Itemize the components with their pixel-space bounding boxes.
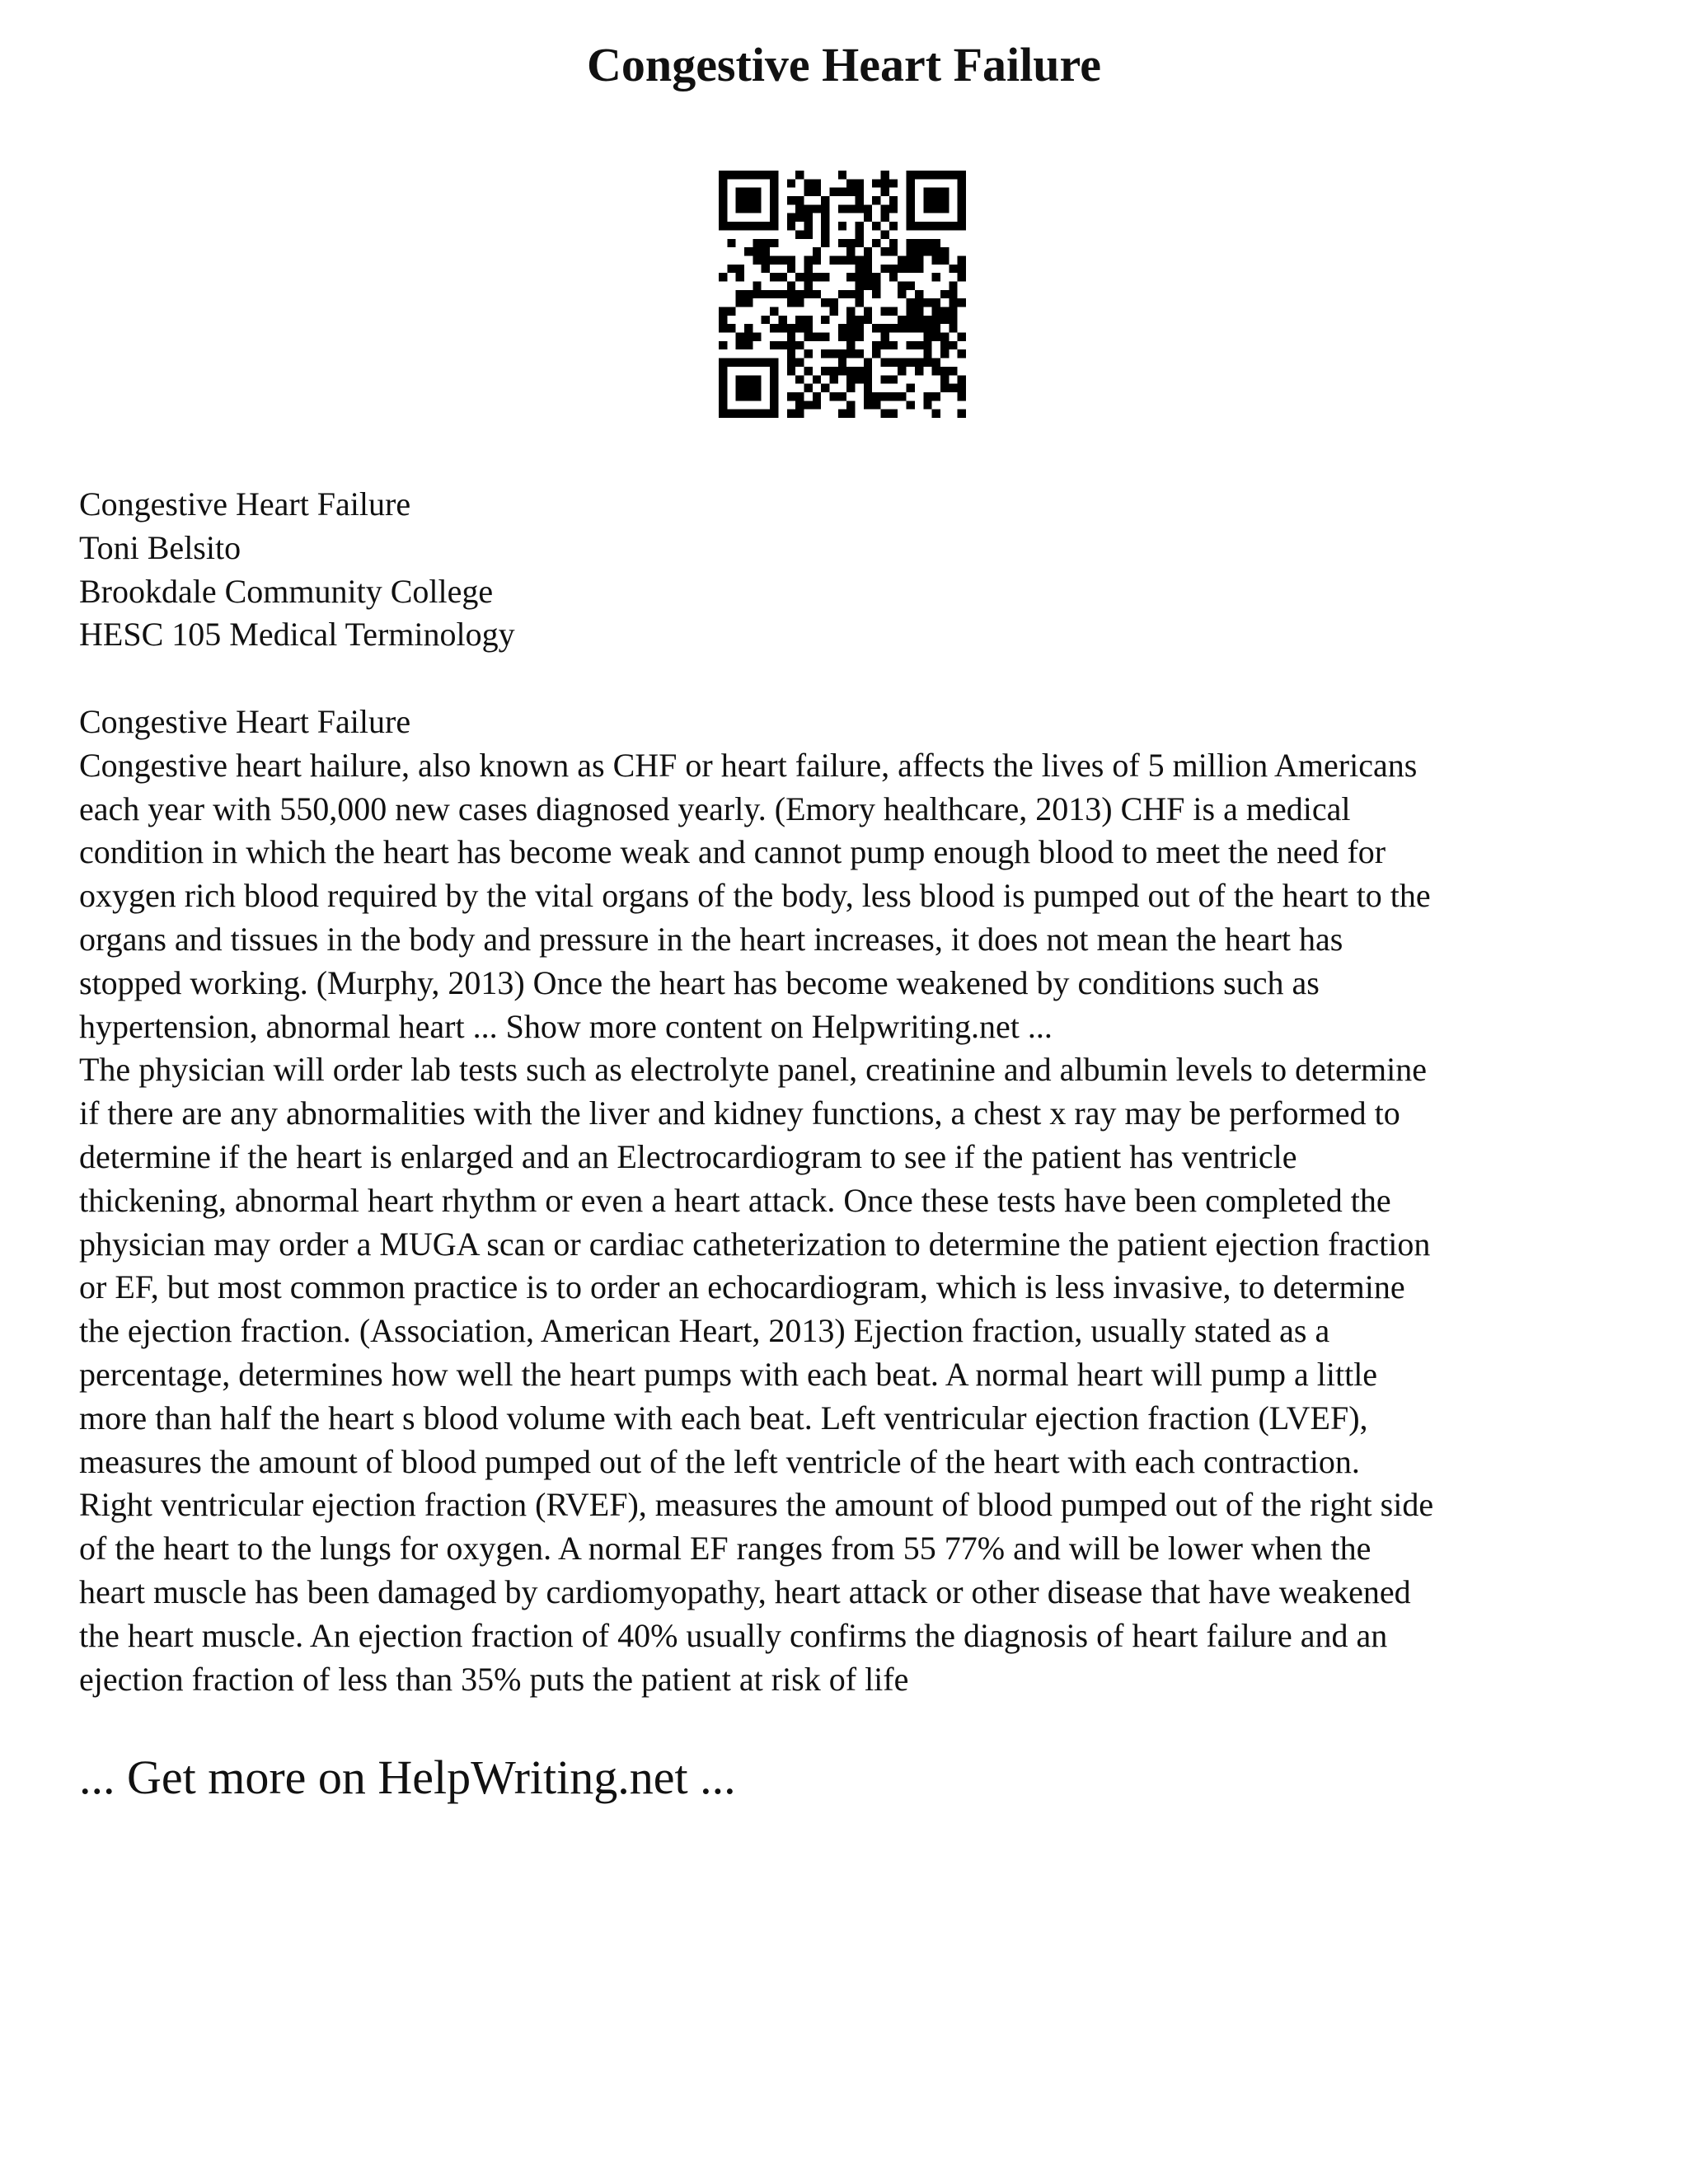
paragraph-2 — [79, 1048, 1629, 1701]
document-title: Congestive Heart Failure — [587, 38, 1101, 91]
paragraph-line: determine if the heart is enlarged and an Electrocardiogram to see if the patient has ventricle — [79, 1137, 1297, 1175]
paragraph-line: the ejection fraction. (Association, American Heart, 2013) Ejection fraction, usually stated as a — [79, 1312, 1330, 1350]
paragraph-line: or EF, but most common practice is to order an echocardiogram, which is less invasive, to determine — [79, 1268, 1405, 1306]
paragraph-line: measures the amount of blood pumped out of the left ventricle of the heart with each contraction. — [79, 1442, 1360, 1480]
paragraph-line: thickening, abnormal heart rhythm or even a heart attack. Once these tests have been completed the — [79, 1181, 1391, 1219]
paragraph-line: organs and tissues in the body and pressure in the heart increases, it does not mean the heart has — [79, 920, 1343, 958]
qr-code-icon — [719, 171, 966, 418]
paragraph-1 — [79, 744, 1629, 1049]
header-author: Toni Belsito — [79, 528, 241, 566]
header-paper-title: Congestive Heart Failure — [79, 485, 411, 523]
paragraph-line: Right ventricular ejection fraction (RVEF), measures the amount of blood pumped out of the right side — [79, 1486, 1434, 1524]
paragraph-line: ejection fraction of less than 35% puts the patient at risk of life — [79, 1660, 909, 1698]
paragraph-line: stopped working. (Murphy, 2013) Once the heart has become weakened by conditions such as — [79, 963, 1320, 1001]
paragraph-line: of the heart to the lungs for oxygen. A normal EF ranges from 55 77% and will be lower when the — [79, 1530, 1372, 1568]
paragraph-line: more than half the heart s blood volume with each beat. Left ventricular ejection fraction (LVEF), — [79, 1399, 1368, 1436]
paragraph-line: Congestive heart hailure, also known as CHF or heart failure, affects the lives of 5 million Americans — [79, 746, 1418, 784]
paragraph-line: percentage, determines how well the heart pumps with each beat. A normal heart will pump a little — [79, 1355, 1378, 1393]
get-more-link[interactable]: ... Get more on HelpWriting.net ... — [79, 1750, 736, 1804]
paragraph-line: if there are any abnormalities with the liver and kidney functions, a chest x ray may be performed to — [79, 1094, 1400, 1132]
paragraph-line: heart muscle has been damaged by cardiomyopathy, heart attack or other disease that have weakened — [79, 1572, 1411, 1610]
document-body — [79, 701, 1629, 1701]
section-heading: Congestive Heart Failure — [79, 703, 411, 740]
header-institution: Brookdale Community College — [79, 572, 494, 610]
paragraph-line: oxygen rich blood required by the vital organs of the body, less blood is pumped out of the heart to the — [79, 877, 1431, 915]
paragraph-line: hypertension, abnormal heart ... Show more content on Helpwriting.net ... — [79, 1007, 1053, 1045]
paragraph-line: The physician will order lab tests such as electrolyte panel, creatinine and albumin levels to determine — [79, 1051, 1427, 1089]
paragraph-line: the heart muscle. An ejection fraction of 40% usually confirms the diagnosis of heart failure and an — [79, 1616, 1388, 1654]
header-course: HESC 105 Medical Terminology — [79, 616, 515, 654]
paragraph-line: physician may order a MUGA scan or cardiac catheterization to determine the patient ejection fraction — [79, 1225, 1431, 1263]
paragraph-line: condition in which the heart has become weak and cannot pump enough blood to meet the need for — [79, 833, 1386, 871]
author-header — [79, 483, 1629, 657]
paragraph-line: each year with 550,000 new cases diagnosed yearly. (Emory healthcare, 2013) CHF is a medical — [79, 790, 1351, 827]
